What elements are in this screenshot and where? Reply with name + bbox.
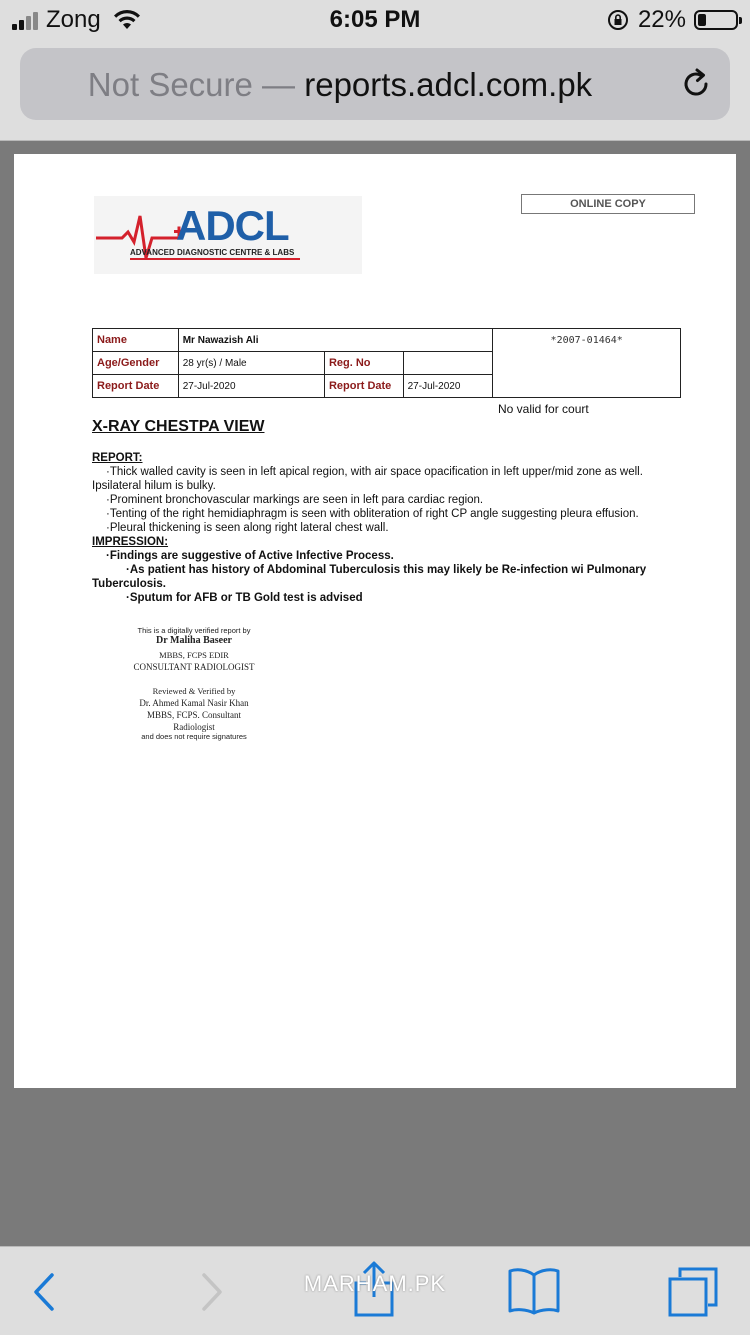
finding-item: ·Pleural thickening is seen along right lateral chest wall.	[106, 522, 389, 534]
share-icon[interactable]	[352, 1259, 396, 1317]
address-bar[interactable]	[20, 48, 730, 120]
barcode: *2007-01464*	[493, 329, 681, 398]
not-secure-label: Not Secure	[87, 66, 253, 103]
impression-heading: IMPRESSION:	[92, 536, 169, 548]
url-domain: reports.adcl.com.pk	[304, 66, 593, 103]
report-date-label: Report Date	[93, 375, 179, 398]
finding-item: ·Thick walled cavity is seen in left apical region, with air space opacification in left upper/mid zone as well. Ipsilateral hilum is bulky.	[92, 466, 643, 492]
doctor-name: Dr Maliha Baseer	[156, 635, 232, 646]
age-gender-value: 28 yr(s) / Male	[178, 352, 324, 375]
report-date-value-2: 27-Jul-2020	[403, 375, 493, 398]
reviewer-title: Radiologist	[173, 722, 215, 732]
rotation-lock-icon	[606, 8, 630, 32]
age-gender-label: Age/Gender	[93, 352, 179, 375]
battery-percent: 22%	[637, 6, 686, 33]
doctor-qualification: MBBS, FCPS EDIR	[159, 650, 229, 660]
reg-no-value	[403, 352, 493, 375]
report-date-label-2: Report Date	[324, 375, 403, 398]
no-signature-note: and does not require signatures	[141, 732, 247, 741]
reviewer-qualification: MBBS, FCPS. Consultant	[146, 710, 242, 720]
logo-brand: ADCL	[176, 202, 289, 249]
status-bar	[0, 0, 750, 40]
battery-icon	[694, 10, 738, 30]
report-date-value: 27-Jul-2020	[178, 375, 324, 398]
validity-note: No valid for court	[498, 402, 589, 416]
url-display[interactable]	[20, 66, 660, 104]
name-value: Mr Nawazish Ali	[178, 329, 493, 352]
reg-no-label: Reg. No	[324, 352, 403, 375]
finding-item: ·Prominent bronchovascular markings are seen in left para cardiac region.	[106, 494, 484, 506]
battery-fill	[698, 14, 706, 26]
patient-info-table	[92, 328, 681, 398]
clock: 6:05 PM	[329, 6, 421, 33]
signature-block	[124, 626, 264, 741]
name-label: Name	[93, 329, 179, 352]
impression-item: ·As patient has history of Abdominal Tuberculosis this may likely be Re-infection wi Pulmonary Tuberculosis.	[92, 564, 647, 590]
reviewed-label: Reviewed & Verified by	[152, 686, 236, 696]
report-heading: REPORT:	[92, 452, 143, 464]
browser-header	[0, 40, 750, 141]
report-body	[92, 451, 692, 605]
url-separator: —	[252, 66, 305, 103]
watermark: MARHAM.PK	[303, 1271, 447, 1296]
impression-item: ·Findings are suggestive of Active Infective Process.	[106, 550, 394, 562]
browser-toolbar	[0, 1246, 750, 1335]
doctor-title: CONSULTANT RADIOLOGIST	[133, 662, 255, 672]
report-title: X-RAY CHESTPA VIEW	[92, 418, 265, 435]
verified-note: This is a digitally verified report by	[137, 626, 251, 635]
bookmarks-icon[interactable]	[508, 1267, 560, 1315]
tabs-icon[interactable]	[666, 1267, 720, 1317]
back-icon[interactable]	[30, 1267, 60, 1317]
carrier-label: Zong	[46, 6, 101, 33]
reviewer-name: Dr. Ahmed Kamal Nasir Khan	[139, 698, 249, 708]
status-right	[606, 6, 738, 34]
online-copy-badge: ONLINE COPY	[521, 194, 695, 214]
logo-tagline: ADVANCED DIAGNOSTIC CENTRE & LABS	[130, 248, 300, 260]
report-page	[14, 154, 736, 1088]
forward-icon[interactable]	[196, 1267, 226, 1317]
reload-icon[interactable]	[676, 64, 716, 104]
impression-item: ·Sputum for AFB or TB Gold test is advised	[126, 592, 363, 604]
adcl-logo	[94, 196, 362, 274]
finding-item: ·Tenting of the right hemidiaphragm is seen with obliteration of right CP angle suggesting pleura effusion.	[106, 508, 639, 520]
